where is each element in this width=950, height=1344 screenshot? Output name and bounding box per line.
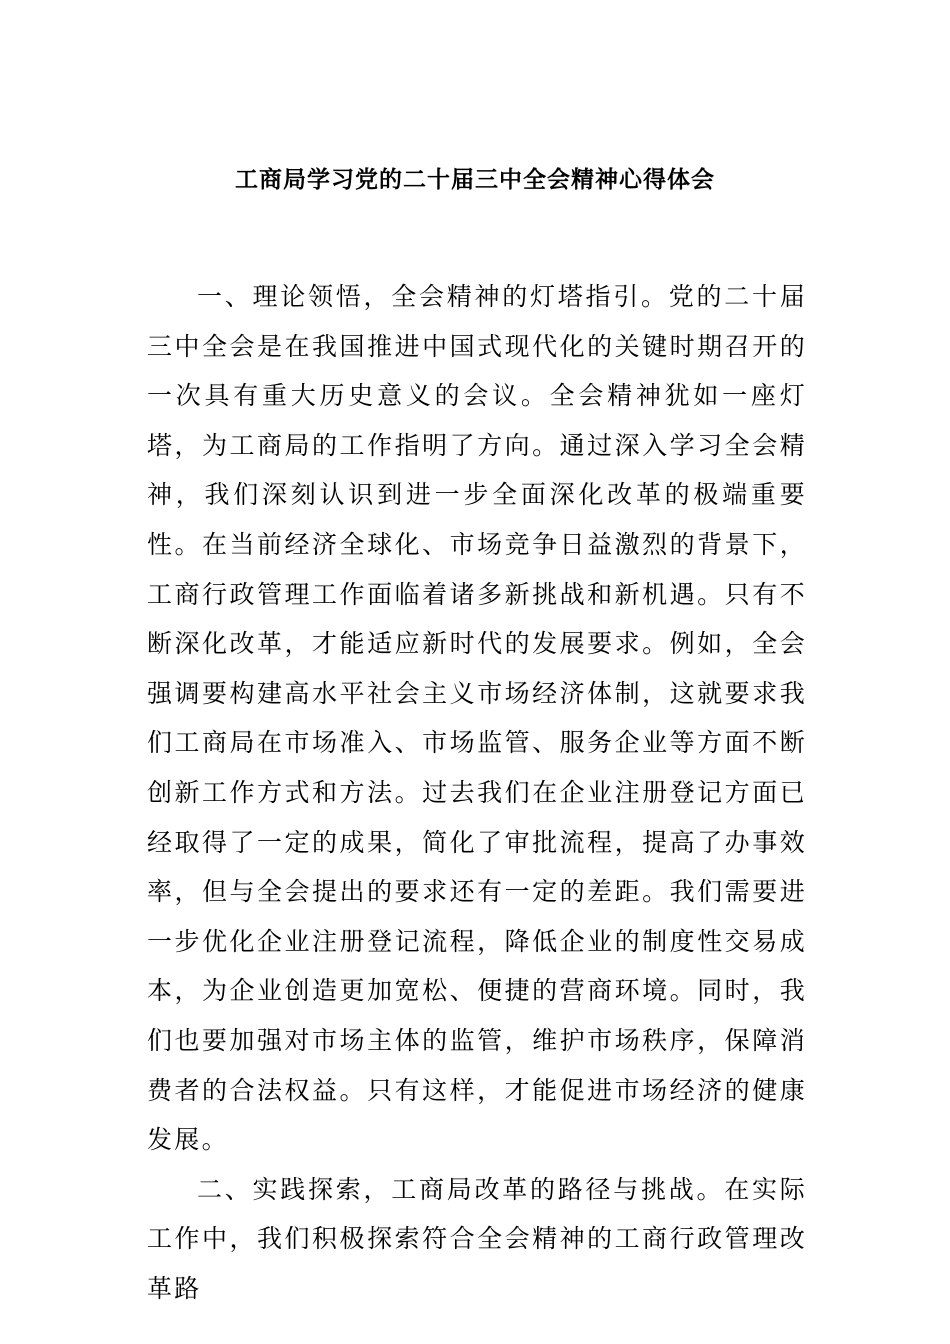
paragraph-1: 一、理论领悟，全会精神的灯塔指引。党的二十届三中全会是在我国推进中国式现代化的关键时期召开的一次具有重大历史意义的会议。全会精神犹如一座灯塔，为工商局的工作指明了方向。通过深入学习全会精神，我们深刻认识到进一步全面深化改革的极端重要性。在当前经济全球化、市场竞争日益激烈的背景下，工商行政管理工作面临着诸多新挑战和新机遇。只有不断深化改革，才能适应新时代的发展要求。例如，全会强调要构建高水平社会主义市场经济体制，这就要求我们工商局在市场准入、市场监管、服务企业等方面不断创新工作方式和方法。过去我们在企业注册登记方面已经取得了一定的成果，简化了审批流程，提高了办事效率，但与全会提出的要求还有一定的差距。我们需要进一步优化企业注册登记流程，降低企业的制度性交易成本，为企业创造更加宽松、便捷的营商环境。同时，我们也要加强对市场主体的监管，维护市场秩序，保障消费者的合法权益。只有这样，才能促进市场经济的健康发展。 — [147, 282, 807, 1155]
document-body — [147, 272, 807, 1313]
paragraph-2: 二、实践探索，工商局改革的路径与挑战。在实际工作中，我们积极探索符合全会精神的工商行政管理改革路 — [147, 1174, 807, 1303]
document-title: 工商局学习党的二十届三中全会精神心得体会 — [235, 167, 715, 193]
